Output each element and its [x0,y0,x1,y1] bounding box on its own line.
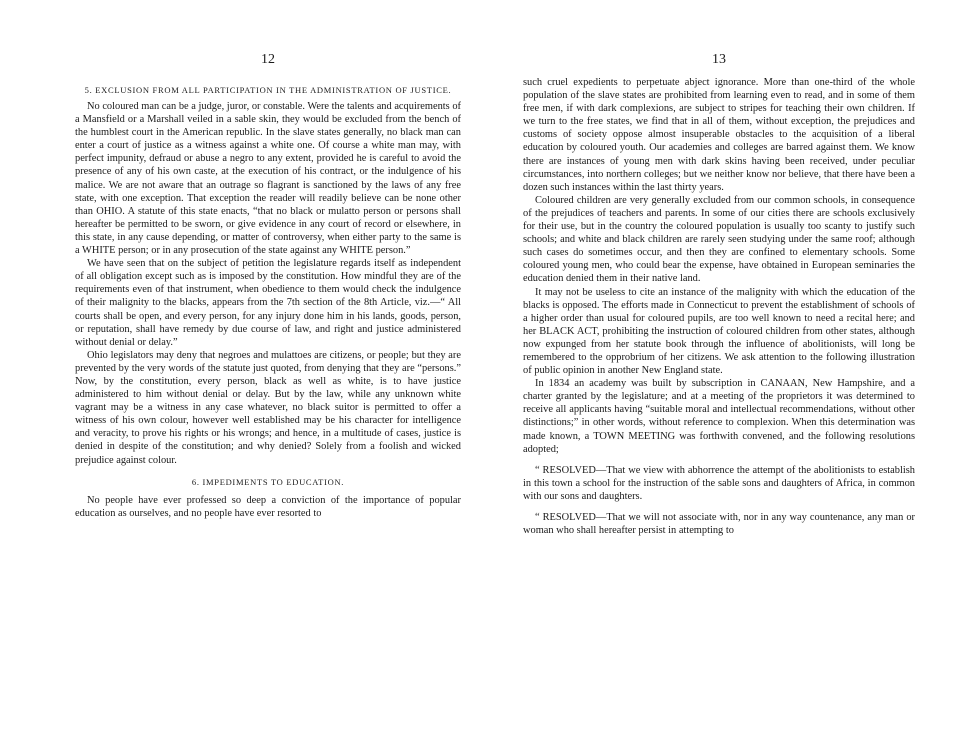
section-heading-impediments-to-education: 6. IMPEDIMENTS TO EDUCATION. [191,476,345,487]
right-page [523,0,915,731]
paragraph-ohio-legislators: Ohio legislators may deny that negroes and mulattoes are citizens, or people; but they are prevented by the very words of the statute just quoted, from denying that they are “persons.” Now, by the constitution, every person, black as well as white, is to have justice administered to him without denial or delay. But by the law, while any unknown white vagrant may be a witness in any case whatever, no black suitor is permitted to offer a witness of his own colour, however well established may be his character for intelligence and veracity, to prove his rights or his wrongs; and hence, in a multitude of cases, justice is denied in despite of the constitution; and why denied? Solely from a foolish and wicked prejudice against colour. [75,349,461,466]
resolution-first: “ RESOLVED—That we view with abhorrence the attempt of the abolitionists to establish in this town a school for the instruction of the sable sons and daughters of Africa, in common with our sons and daughters. [523,464,915,502]
paragraph-connecticut: It may not be useless to cite an instance of the malignity with which the education of the blacks is opposed. The efforts made in Connecticut to prevent the establishment of schools of a higher order than usual for coloured pupils, are too well known to need a recital here; and her BLACK ACT, prohibiting the instruction of coloured children from other states, although now expunged from her statute book through the influence of abolitionists, will long be remembered to the opprobrium of her citizens. We ask attention to the following illustration of public opinion in another New England state. [523,286,915,377]
page-number-left: 12 [261,52,275,67]
paragraph-abject-ignorance: such cruel expedients to perpetuate abject ignorance. More than one-third of the whole population of the slave states are prohibited from learning even to read, and in some of them free men, if with dark complexions, are subject to stripes for teaching their own children. If we turn to the free states, we find that in all of them, without exception, the prejudices and customs of society oppose almost insuperable obstacles to the acquisition of a liberal education by coloured youth. Our academies and colleges are barred against them. We know there are instances of young men with dark skins having been received, under peculiar circumstances, into northern colleges; but we neither know nor believe, that there have been a dozen such instances within the last thirty years. [523,77,915,193]
paragraph-judges-and-witnesses: No coloured man can be a judge, juror, or constable. Were the talents and acquirements of a Mansfield or a Marshall veiled in a sable skin, they would be excluded from the bench of the humblest court in the American republic. In the slave states generally, no black man can enter a court of justice as a witness against a white one. Of course a white man may, with perfect impunity, defraud or abuse a negro to any extent, provided he is careful to avoid the presence of any of his own caste, at the execution of his contract, or the indulgence of his malice. We are not aware that an outrage so flagrant is sanctioned by the laws of any free state, with one exception. That exception the reader will readily believe can be none other than OHIO. A statute of this state enacts, “that no black or mulatto person or persons shall hereafter be permitted to be sworn, or give evidence in any court of record or elsewhere, in this state, in any cause depending, or matter of controversy, when either party to the same is a WHITE person; or in any prosecution of the state against any WHITE person.” [75,101,461,257]
paragraph-canaan-academy: In 1834 an academy was built by subscription in CANAAN, New Hampshire, and a charter granted by the legislature; and at a meeting of the proprietors it was determined to receive all applicants having “suitable moral and intellectual recommendations, without other distinctions;” in other words, without reference to complexion. When this determination was made known, a TOWN MEETING was forthwith convened, and the following resolutions adopted; [523,378,915,455]
section-heading-exclusion-from-justice: 5. EXCLUSION FROM ALL PARTICIPATION IN THE ADMINISTRATION OF JUSTICE. [84,85,452,95]
paragraph-petition-legislature: We have seen that on the subject of petition the legislature regards itself as independent of all obligation except such as is imposed by the constitution. How mindful they are of the requirements even of that instrument, when obedience to them would check the indulgence of their malignity to the blacks, appears from the 7th section of the 8th Article, viz.—“ All courts shall be open, and every person, for any injury done him in his lands, goods, person, or reputation, shall have remedy by due course of law, and right and justice administered without denial or delay.” [75,258,461,348]
left-page [75,0,461,731]
resolution-second: “ RESOLVED—That we will not associate with, nor in any way countenance, any man or woman who shall hereafter persist in attempting to [523,512,915,537]
right-page-body [523,76,915,537]
page-number-right: 13 [712,52,726,67]
left-page-body [75,84,461,520]
paragraph-common-schools: Coloured children are very generally excluded from our common schools, in consequence of the prejudices of teachers and parents. In some of our cities there are schools exclusively for their use, but in the country the coloured population is usually too scanty to justify such schools; and white and black children are rarely seen studying under the same roof; although such cases do sometimes occur, and then they are confined to elementary schools. Some coloured young men, who could bear the expense, have obtained in European seminaries the education denied them in their native land. [523,194,915,285]
paragraph-popular-education: No people have ever professed so deep a conviction of the importance of popular education as ourselves, and no people have ever resorted to [75,494,461,519]
